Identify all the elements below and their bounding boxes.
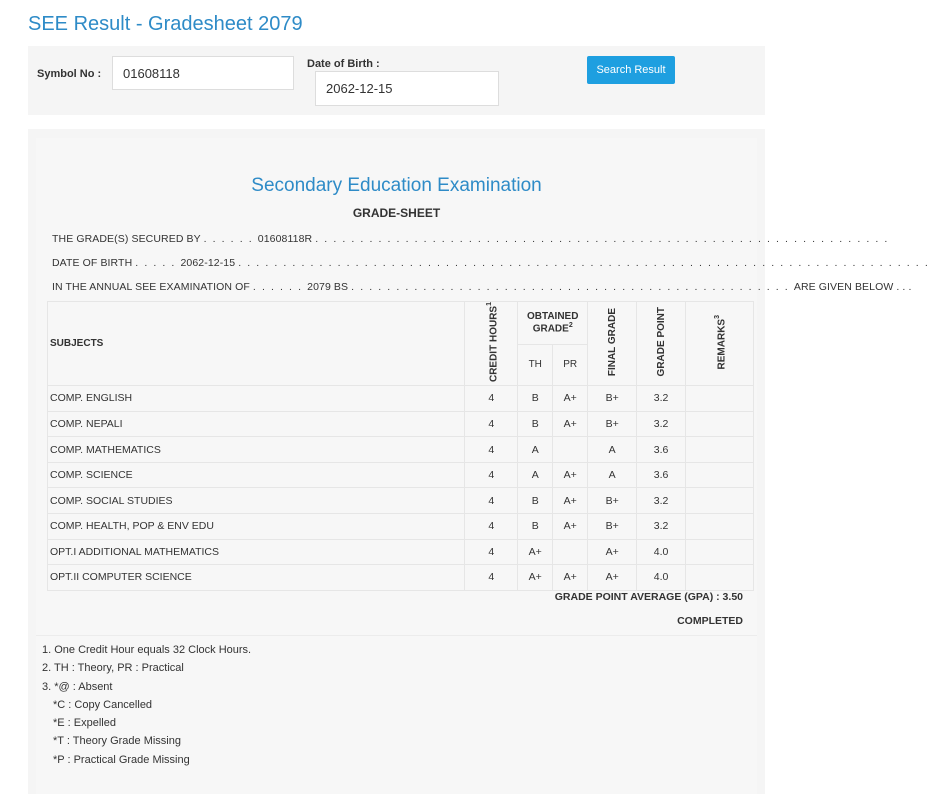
subject-cell: COMP. NEPALI (48, 411, 465, 437)
remarks-cell (686, 411, 754, 437)
subject-cell: OPT.II COMPUTER SCIENCE (48, 565, 465, 591)
secured-by-value: 01608118R (257, 233, 313, 245)
final-grade-cell: B+ (588, 488, 637, 514)
subject-cell: COMP. SOCIAL STUDIES (48, 488, 465, 514)
th-grade-cell: A+ (518, 539, 553, 565)
col-subjects: SUBJECTS (48, 302, 465, 386)
grades-table (47, 301, 754, 591)
credit-cell: 4 (465, 539, 518, 565)
page-title: SEE Result - Gradesheet 2079 (28, 13, 303, 35)
dob-line-label: DATE OF BIRTH (52, 257, 133, 269)
grade-point-cell: 4.0 (637, 539, 686, 565)
result-status: COMPLETED (677, 615, 743, 627)
dob-input[interactable] (315, 71, 499, 106)
th-grade-cell: B (518, 386, 553, 412)
subject-cell: COMP. SCIENCE (48, 462, 465, 488)
grade-point-cell: 4.0 (637, 565, 686, 591)
footnote-item: 3. *@ : Absent (42, 680, 113, 693)
credit-cell: 4 (465, 488, 518, 514)
final-grade-cell: B+ (588, 411, 637, 437)
pr-grade-cell: A+ (553, 411, 588, 437)
table-row (48, 514, 754, 540)
credit-cell: 4 (465, 411, 518, 437)
final-grade-cell: A+ (588, 539, 637, 565)
remarks-cell (686, 539, 754, 565)
table-header-row (48, 302, 754, 345)
footnote-item: *E : Expelled (53, 717, 116, 730)
pr-grade-cell: A+ (553, 565, 588, 591)
subject-cell: COMP. ENGLISH (48, 386, 465, 412)
pr-grade-cell: A+ (553, 386, 588, 412)
subject-cell: COMP. HEALTH, POP & ENV EDU (48, 514, 465, 540)
table-row (48, 539, 754, 565)
th-grade-cell: B (518, 488, 553, 514)
table-row (48, 488, 754, 514)
grade-sheet-heading: GRADE-SHEET (352, 206, 441, 220)
subject-cell: COMP. MATHEMATICS (48, 437, 465, 463)
subject-cell: OPT.I ADDITIONAL MATHEMATICS (48, 539, 465, 565)
footnote-item: *C : Copy Cancelled (53, 698, 153, 711)
remarks-cell (686, 462, 754, 488)
footnote-item: *T : Theory Grade Missing (53, 735, 181, 748)
th-grade-cell: B (518, 411, 553, 437)
exam-line-value: 2079 BS (307, 281, 349, 293)
final-grade-cell: B+ (588, 386, 637, 412)
grade-point-cell: 3.6 (637, 437, 686, 463)
notes-divider (36, 635, 757, 636)
col-credit-hours: CREDIT HOURS$^1$ (465, 302, 518, 386)
grade-point-cell: 3.2 (637, 514, 686, 540)
col-final-grade: FINAL GRADE (588, 302, 637, 386)
pr-grade-cell: A+ (553, 462, 588, 488)
search-panel (28, 46, 765, 115)
final-grade-cell: A (588, 437, 637, 463)
pr-grade-cell (553, 437, 588, 463)
dob-line: DATE OF BIRTH . . . . . 2062-12-15 . . . . . . . . . . . . . . . . . . . . . . . . . . . . . . . . . . . . . . . . . . . . . . . . . . . . . . . . . . . . . . . . . . . . . . . . . . . . . (52, 257, 929, 269)
final-grade-cell: A+ (588, 565, 637, 591)
th-grade-cell: B (518, 514, 553, 540)
gpa-text: GRADE POINT AVERAGE (GPA) : 3.50 (554, 591, 743, 603)
table-row (48, 437, 754, 463)
table-row (48, 411, 754, 437)
th-grade-cell: A+ (518, 565, 553, 591)
remarks-cell (686, 514, 754, 540)
dob-label: Date of Birth : (307, 58, 380, 70)
credit-cell: 4 (465, 386, 518, 412)
footnote-item: *P : Practical Grade Missing (53, 753, 190, 766)
grade-point-cell: 3.2 (637, 411, 686, 437)
credit-cell: 4 (465, 514, 518, 540)
secured-by-label: THE GRADE(S) SECURED BY (52, 233, 201, 245)
grade-point-cell: 3.2 (637, 488, 686, 514)
credit-cell: 4 (465, 462, 518, 488)
table-row (48, 565, 754, 591)
exam-line: IN THE ANNUAL SEE EXAMINATION OF . . . . . . 2079 BS . . . . . . . . . . . . . . . . . . . . . . . . . . . . . . . . . . . . . . . . . . . . . . . . . ARE GIVEN BELOW . . . (52, 281, 912, 293)
table-row (48, 462, 754, 488)
grade-point-cell: 3.2 (637, 386, 686, 412)
col-grade-point: GRADE POINT (637, 302, 686, 386)
pr-grade-cell: A+ (553, 488, 588, 514)
grade-sheet-card (36, 138, 929, 794)
grade-point-cell: 3.6 (637, 462, 686, 488)
col-remarks: REMARKS$^3$ (686, 302, 754, 386)
secured-by-line: THE GRADE(S) SECURED BY . . . . . . 01608118R . . . . . . . . . . . . . . . . . . . . . . . . . . . . . . . . . . . . . . . . . . . . . . . . . . . . . . . . . . . . . . . . (52, 233, 889, 245)
col-th: TH (518, 344, 553, 385)
th-grade-cell: A (518, 437, 553, 463)
th-grade-cell: A (518, 462, 553, 488)
search-result-button[interactable]: Search Result (587, 56, 675, 84)
footnotes (42, 641, 251, 769)
exam-title: Secondary Education Examination (251, 175, 542, 196)
col-obtained-grade: OBTAINED GRADE$^2$ (518, 302, 588, 345)
pr-grade-cell: A+ (553, 514, 588, 540)
pr-grade-cell (553, 539, 588, 565)
table-row (48, 386, 754, 412)
footnote-item: 2. TH : Theory, PR : Practical (42, 662, 184, 675)
remarks-cell (686, 386, 754, 412)
remarks-cell (686, 565, 754, 591)
exam-line-suffix: ARE GIVEN BELOW . . . (793, 281, 912, 293)
dob-line-value: 2062-12-15 (180, 257, 236, 269)
footnote-item: 1. One Credit Hour equals 32 Clock Hours. (42, 644, 252, 656)
symbol-input[interactable] (112, 56, 294, 90)
remarks-cell (686, 488, 754, 514)
symbol-label: Symbol No : (37, 68, 102, 80)
final-grade-cell: B+ (588, 514, 637, 540)
credit-cell: 4 (465, 437, 518, 463)
final-grade-cell: A (588, 462, 637, 488)
remarks-cell (686, 437, 754, 463)
col-pr: PR (553, 344, 588, 385)
credit-cell: 4 (465, 565, 518, 591)
result-panel (28, 129, 929, 794)
exam-line-label: IN THE ANNUAL SEE EXAMINATION OF (52, 281, 250, 293)
